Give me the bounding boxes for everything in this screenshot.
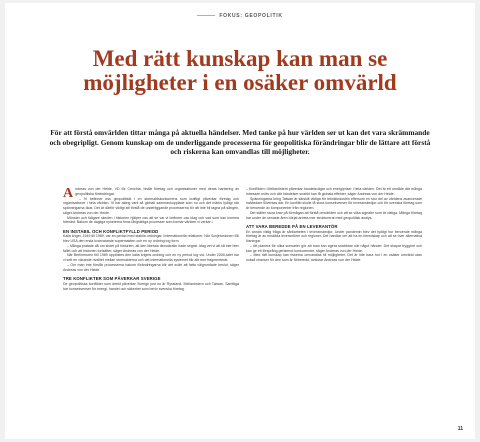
section-label-rule <box>197 15 215 16</box>
body-paragraph: – Att planera för olika scenarier gör att man kan agera snabbare när något händer. Det skapar trygghet och kan ge ett försprång gentemot konkurrenter, säger Andreas von der Heide. <box>246 243 422 253</box>
article-column-right <box>246 187 422 263</box>
headline: Med rätt kunskap kan man se möjligheter i en osäker omvärld <box>83 46 397 95</box>
body-paragraph: Kalla kriget, 1949 till 1989, var en period med stabila ordningar i internationella relationer. När Sovjetunionen föll blev USA den enda kvarvarande supermakten och en ny ordning tog form. <box>63 234 239 244</box>
subheading: ATT VARA BEREDDE PÅ EN LEVERANTÖR <box>246 223 338 229</box>
body-paragraph: När Berlinmuren föll 1989 upplöstes den kalla krigets ordning och en ny period tog vid. Under 2000-talet har vi sett en växande rivalitet mellan stormakterna och det internationella systemet blir allt mer fragmenterat. <box>63 253 239 263</box>
body-paragraph: Mönster och tidigare skeden i historien hjälper oss att se var vi befinner oss idag och vad som kan komma härnäst. Bakom de dagliga nyheterna finns långsiktiga processer som formar världen vi verkar i. <box>63 215 239 225</box>
page-number: 11 <box>457 426 463 432</box>
body-paragraph: – Många pratade då om slutet på historien, att den liberala demokratin hade segrat. Idag vet vi att så inte blev fallet och att historien fortsätter, säger Andreas von der Heide. <box>63 243 239 253</box>
section-label <box>5 13 475 19</box>
intro-paragraph <box>63 186 239 201</box>
magazine-page <box>5 3 475 439</box>
body-paragraph: – Vi befinner oss geopolitiskt i en stormaktskonkurrens som kraftigt påverkar företag och organisationer i hela världen. Vi har aldrig varit så globalt sammankopplade som nu och det märks tydligt när spänningarna ökar. Det är därför viktigt att förstå de underliggande processerna för att inte bli tagna på sängen, säger Andreas von der Heide. <box>63 196 239 215</box>
body-paragraph: Spänningarna kring Taiwan är särskilt viktiga för teknikindustrin eftersom en stor del av världens avancerade halvledare tillverkas där. En konflikt skulle få stora konsekvenser för leveranskedjor och för svenska företag som är beroende av komponenter från regionen. <box>246 196 422 210</box>
body-paragraph: En annan viktig fråga är sårbarheten i leveranskedjor. Under pandemin blev det tydligt hur beroende många företag är av enskilda leverantörer och regioner. Det handlar om att ha en beredskap och att se över alternativa lösningar. <box>246 229 422 244</box>
body-paragraph: – Med rätt kunskap kan riskerna omvandlas till möjligheter. Det är inte bara hot i en osäker omvärld utan också chanser för den som är förberedd, avslutar Andreas von der Heide. <box>246 253 422 263</box>
lead-paragraph: För att förstå omvärlden tittar många på aktuella händelser. Med tanke på hur världen ser ut kan det vara skrämmande och obegripligt. Genom kunskap om de underliggande processerna för geopolitiska förändringar blir de lättare att förstå och riskerna kan omvandlas till möjligheter. <box>49 128 431 157</box>
body-paragraph: – Om man inte förstår processerna bakom förändringarna blir det svårt att fatta välgrundade beslut, säger Andreas von der Heide. <box>63 262 239 272</box>
article-column-left <box>63 187 239 291</box>
body-paragraph: Det ställer stora krav på förmågan att förstå omvärlden och att se vilka signaler som är viktiga. Många företag har under de senaste åren börjat arbeta mer strukturerat med geopolitisk analys. <box>246 210 422 220</box>
body-paragraph: De geopolitiska konflikter som direkt påverkar Sverige just nu är Ryssland, Mellanöstern och Taiwan. Samtliga har konsekvenser för energi, handel och säkerhet som berör svenska företag. <box>63 281 239 291</box>
body-paragraph: – Konflikten i Mellanöstern påverkar handelsvägar och energipriser i hela världen. Det är ett område där många intressen möts och där händelser snabbt kan få globala effekter, säger Andreas von der Heide. <box>246 187 422 196</box>
intro-text: ndreas von der Heide, VD för Cenchia, bistår företag och organisationer med deras hantering av geopolitiska förändringar. <box>75 187 239 196</box>
section-label-text: FOKUS: GEOPOLITIK <box>219 13 283 19</box>
subheading: TRE KONFLIKTER SOM PÅVERKAR SVERIGE <box>63 275 161 281</box>
subheading: EN INSTABIL OCH KONFLIKTFYLLD PERIOD <box>63 228 159 234</box>
drop-cap: A <box>63 186 74 201</box>
